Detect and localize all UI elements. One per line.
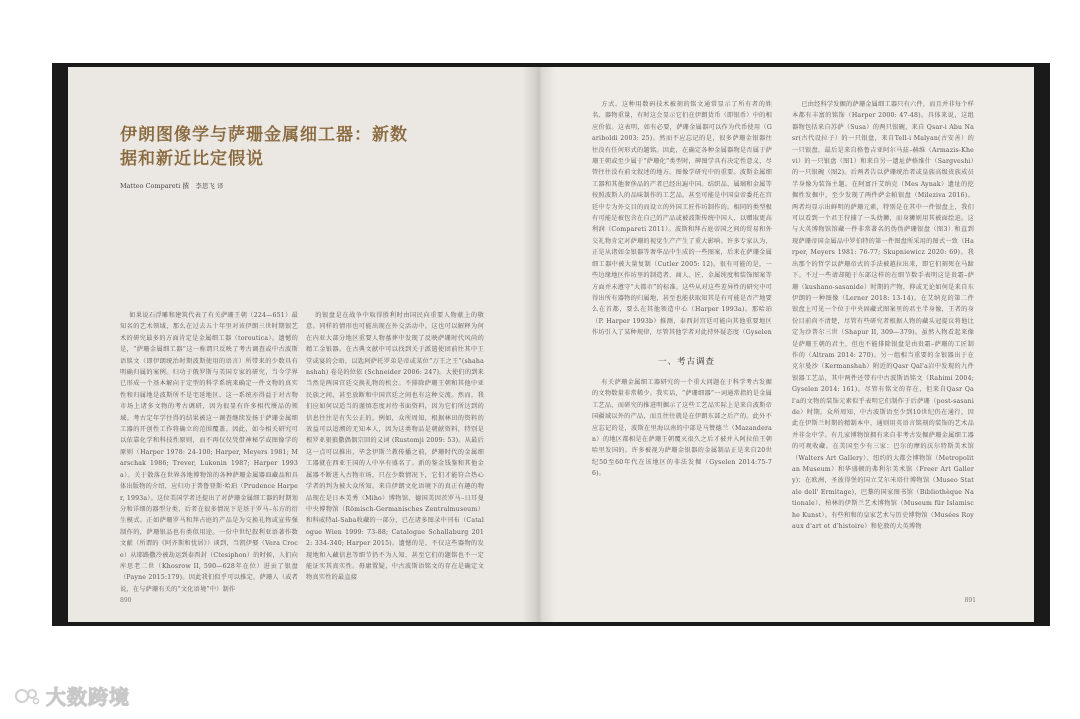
left-column-2-text: 的银盘是在战争中取得胜利时由国民向重要人物献上的敬意。同样的情形也可能出现在外交活动中。这也可以解释为何在内亚大部分地区重要人物墓葬中发现了反映萨珊时代风尚的精工金银器。在古典文献中可以找到关于派遣使团前往其中王堂或宴的会晤，以匙阿萨托罗弟是帝或某位“万王之王”(shahanshah) 卷是的位依 (Schneider 2006: 247)。大使们的到来当然是两国宫廷交换礼物的机会。不排除萨珊王朝和其他中亚民族之间，甚至放断和中国宫廷之间也有这种交流。然而，我们应如何以适当的谨慎态度对待书面资料，因为它们所达到的信息往往是有失公正的。例如，众所周知，根据林田的资料的效益可以追溯的无知本人，因为这类物品是朝献资料，特别是根罗亚狠狼撒偶偶宗回的义词 (Rustomji 2009: 53)。从最后这一点可以推出，毕念伊斯兰教传播之前，萨珊时代的金属细工器就在西亚王国的人中享有盛名了。新的鉴金钱鉴和其他金属器不断进入古物市场，只在少数情况下，它们才能符合热心学者的判为被大众所知。来自伊朗文化语境下的真正有趣的物品现在是日本美秀（Miho）博物馆、德国美因茨罗马–日耳曼中央博物馆（Römisch-Germanisches Zentralmuseum）和科威特al-Saba收藏的一部分，已在诸多图录中刊布（Catalogue Wien 1999: 73-88; Catalogue Schallaburg 2012: 334-340; Harper 2015)。遗憾的是，不仅这些器物的发现地和入藏信息等细节仍不为人知，甚至它们的题铭也不一定能证实其真实性。毋庸置疑，中古波斯语铭文的存在是确定文物真实性的最直接	[306, 312, 484, 582]
open-book	[52, 63, 1050, 626]
right-page-number: 891	[964, 597, 976, 604]
article-author: Matteo Compareti 撰 李思飞 译	[120, 182, 224, 190]
watermark-text: 大数跨境	[46, 685, 130, 709]
left-column-1	[120, 310, 298, 610]
right-column-2-text: 已由经科学发掘的萨珊金属细工器只有六件，而且并非每个样本都有丰富的铭饰（Harper 2000: 47-48)。具体来说，这组器物包括来自苏萨（Susa）的两只银碗，来自 Qsar-i Abu Nasr(古代设拉子）的一只银盘，来自Tell-i Malyan(古安善）的一只银盘，最后是来自格鲁吉亚阿尔马兹–赫维（Armazis-Khevi）的一只银盘（图1）和来自另一遗址萨格维什（Sargveshi）的一只银碗（图2)。后两者告以萨珊统治者或皇族高级贵族成员半身像为装饰主题。在阿富汗艾纳克（Mes Aynak）遗址的挖掘性发掘中，至少发现了两件萨金帕银盘（Mileziva 2016)。两者均显示出鲜明的萨珊元素，特别是在其中一件银盘上，我们可以看到一个君王狩捕了一头幼狮，而身狮则用其被面绘迫。这与大英博物馆馆藏一件非常著名的伪伪萨珊银盘（图3）和直到现萨珊帝国金属品中罗伯特的第一件图盘所采用的图式一致（Harper, Meyers 1981: 76-77; Skupniewicz 2020: 69)。我出那个的哲学以萨珊帝式的手法被越拉出来，即它们刻死在马蹄下。不过一些请却随于东部这样的在细节数手表明这是贵霜–萨珊（kushano-sasanide）时期的产物，抑或无论如何是来自东伊朗的一种图像（Lerner 2018: 13-14)。在艾纳克的第二件银盘上可见一个位于中央固藏式图案里的君主半身像，王者的身份目前尚不清楚，尽管有些研究者根据人物的藏头冠提议将他比定为沙普尔三世（Shapur II, 309—379)。虽然入物看起来像是萨珊王朝的君主，但也不能排除银盘是由贵霜–萨珊的工匠制作的（Altram 2014: 270)。另一组相当重要的金银器出于在克尔曼沙（Kermanshah）附近的Qasr Qal'a岩中发现的九件银器工艺品，其中两件还带有中古波斯语铭文（Rahimi 2004; Gyselen 2014: 161)。尽管有铭文的存在，但来自Qasr Qal'a的文物的装饰元素似乎表明它们制作于后萨珊（post-sasanide）时期。众所周知，中古波斯语至少到10世纪仍在通行，因此在伊斯兰时期的精制本中，通则用英语言铭刻的装饰的艺术品并非金中学。有几家博物馆拥有来自非考古发掘萨珊金属细工器的可观收藏。在美国至少有三家：巴尔的摩的沃尔特斯美术馆（Walters Art Gallery）、纽约的大都会博物馆（Metropolitan Museum）和华盛顿的弗利尔美术馆（Freer Art Gallery)；在欧洲，圣彼得堡的国立艾尔米塔什博物馆（Museo Statale dell' Ermitage)，巴黎的国家图书馆（Bibliothèque Nationale）、柏林的伊斯兰艺术博物馆（Museum für Islamische Kunst）。有些和和的皇家艺术与历史博物馆（Musées Royaux d'art et d'histoire）和伦敦的大英博物	[792, 101, 974, 531]
right-column-1-top-text: 方式。这种用数码技术被刻的铭文通常显示了所有者的姓名、器物重量，有时这会显示它们在伊朗货币（即银币）中的相应价值。这表明，如有必要，萨珊金属器可以作为代币使用（Gariboldi 2003: 25)。然而不应忘记的是，很多萨珊金银器往往没有任何形式的题铭。因此，在确定各种金属器物是否属于萨珊王朝或至少属于“萨珊化”类型时，碑图学具有决定性意义，尽管往往没有前文叙述的地方。图像学研究中的重要。波斯金属细工器和其他奢侈品的产者已经出遍中国。结织品、属璃和金属等按照波斯人的品味制作的工艺品，甚至可能是中国皇帝委托在宫廷中专为外交目的而设立的外国工匠作坊制作的。相同的类型极有可能是被包含在自己的产品或被波斯传统中国人，以赠取更高利润（Compareti 2011）。波斯和拜占庭帝国之间的贸易和外交礼物肯定对萨珊的视觉生产产生了重大影响。许多专家认为，正是从诸如金银器等奢华品中生成的一些图案，后来在萨珊金属细工器中被大量复制（Cutler 2005: 12)。很有可能的是，一些边缘地区作坊里的制造者、商人、匠、金属纯度和装饰图案等方面并未遵守“大都市”的标准。这些从对这些差异性的研究中可得出所有器物的归属地，甚至也能获取知其是有可能是否产地要么在首都，要么在其他领造中心（Harper 1993a)。那哈珀（P. Harper 1993b）推测，泰西封宫廷可能向其他重要地区作坊引入了某种规律，尽管其他学者对此持怀疑态度（Gyselen	[592, 101, 772, 337]
watermark-logo-icon	[14, 686, 40, 706]
right-column-1-bottom-text: 有关萨珊金属细工器研究的一个重大问题在于科学考古发掘的文物数量非常稀少。我实话，“萨珊细器”一词通常指的是金属工艺品，而研究的推进明掘示了这些工艺品实际上是来自波斯帝国疆域以外的产品，而且往往就是在伊朗东部之后产的。此外不应忘记的是，波斯在里海以南的中部是马赞德兰（Mazanderan）的地区都相是在萨珊王朝覆灭很久之后才被并入阿拉伯王朝哈里发国的。许多被视为萨珊金银器的金属制品正是来自20世纪50至60年代在该地区的非法发掘（Gyselen 2014:75-76)。	[592, 379, 772, 478]
left-column-1-text: 如果说石浮雕和建筑代表了有关萨珊王朝（224—651）最知名的艺术领域，那么在过去五十年里对该伊朗三世时期银艺术的研究最多的方面肯定是金属细工器（toreutica）。遗憾的是，“萨珊金属细工器”这一称谓只反映了考古调查或中古波斯语铭文（即伊朗统治时期波斯使用的语言）所带来的少数具有明确归属的案例。归功于俄罗斯与美国专家的研究，当今学界已形成一个基本解向于定型的科学系统来确定一件文物的真实性和归属地是波斯所不是宅延地区。这一系统亦得益于对古物市场上诸多文物的考古调研，因为很显有许多相代赝品的领域。考古定年学往得的结果被这一调查继续发扬于萨珊金属细工器的开创性工作将确立的范围覆盖。因此，如今相关研究可以依靠化学和科技性原则，而不再仅仅凭借神秘学或图像学的原则（Harper 1978: 24-100; Harper, Meyers 1981; Marschak 1986; Trever, Lukonin 1987; Harper 1993a）。关于散落在世界各地博物馆的各种萨珊金属器皿藏品和具体出版物的介绍，应归功于普鲁登斯·哈珀（Prudence Harper, 1993a）。这位美国学者还提出了对萨珊金属细工器的时期划分和详细的器型分类，后者在很多情况下是基于罗马–东方的衍生模式。正如萨珊罗马和拜占庭的产品是为交换礼物或宣传强制作的，萨珊银品也有类似用途。一份中世纪叙利亚语著作数文献（所谓的《阿齐斯和忧居》）谈到，当凯伊娶（Vera Croce）从耶路撒冷被劫运到泰西封（Ctesiphon）的时候，人们向库思老二世（Khosrow II, 590—628年在位）进贡了银盘（Payne 2015:179)。因此我们似乎可以推定，萨珊人（或者说，在与萨珊有关的“文化语境”中）制作	[120, 312, 298, 593]
right-column-1-top	[592, 99, 772, 337]
right-column-1-bottom	[592, 377, 772, 609]
left-page-number: 890	[120, 597, 132, 604]
article-title: 伊朗图像学与萨珊金属细工器：新数据和新近比定假说	[120, 125, 408, 169]
section-heading: 一、考古调查	[658, 357, 716, 367]
right-page	[538, 67, 1034, 622]
watermark	[14, 681, 130, 710]
left-column-2	[306, 310, 484, 610]
right-column-2	[792, 99, 974, 609]
left-page	[68, 67, 538, 622]
